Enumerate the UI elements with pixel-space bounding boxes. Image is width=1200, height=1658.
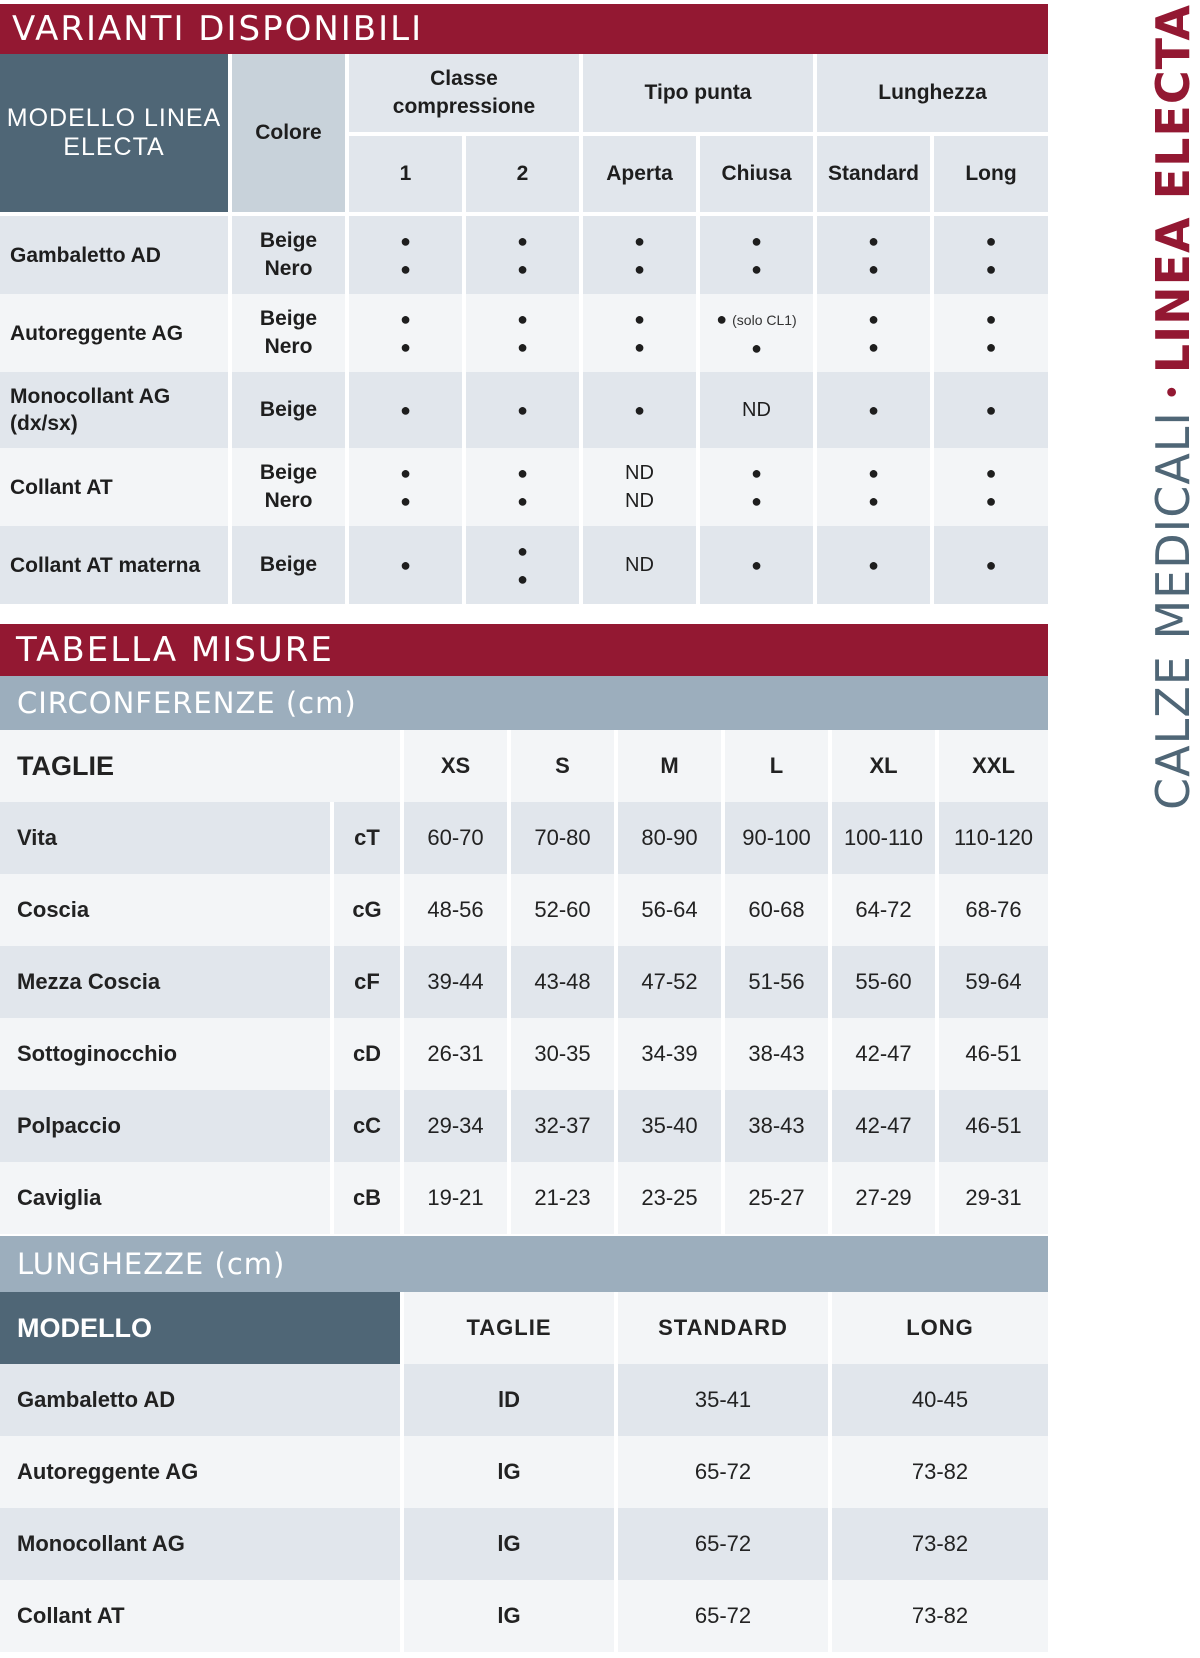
measure-value: 26-31 <box>404 1018 511 1090</box>
size-label: XL <box>832 730 939 802</box>
color-cell <box>232 372 349 448</box>
measure-value: 35-40 <box>618 1090 725 1162</box>
taglie-label: TAGLIE <box>0 730 404 802</box>
table-row <box>0 802 1048 874</box>
dot: ● <box>517 463 528 483</box>
measure-name: Caviglia <box>0 1162 334 1234</box>
dot: ● <box>751 337 762 358</box>
table-row <box>0 372 1048 448</box>
header-model: MODELLO LINEA ELECTA <box>0 54 232 216</box>
measure-value: 48-56 <box>404 874 511 946</box>
size-label: S <box>511 730 618 802</box>
table-row <box>0 1436 1048 1508</box>
header-long: LONG <box>832 1292 1048 1364</box>
measure-code: cF <box>334 946 404 1018</box>
table-row <box>0 874 1048 946</box>
availability-cell <box>583 372 700 448</box>
availability-cell <box>466 526 583 604</box>
subheader: Chiusa <box>700 136 817 216</box>
measure-name: Sottoginocchio <box>0 1018 334 1090</box>
availability-cell <box>583 526 700 604</box>
not-available: ND <box>742 399 771 421</box>
dot: ● <box>400 555 411 575</box>
measure-value: 52-60 <box>511 874 618 946</box>
color-value: Beige <box>259 229 318 252</box>
measure-value: 70-80 <box>511 802 618 874</box>
length-long: 73-82 <box>832 1436 1048 1508</box>
size-label: XS <box>404 730 511 802</box>
availability-cell <box>817 448 934 526</box>
model-name: Gambaletto AD <box>0 216 232 294</box>
measure-name: Coscia <box>0 874 334 946</box>
availability-cell <box>583 294 700 372</box>
size-header-row <box>0 730 1048 802</box>
dot: ● <box>634 337 645 357</box>
subheader: Aperta <box>583 136 700 216</box>
availability-cell <box>700 294 817 372</box>
dot: ● <box>517 337 528 357</box>
dot: ● <box>400 309 411 329</box>
model-name: Collant AT <box>0 448 232 526</box>
table-row <box>0 448 1048 526</box>
measure-value: 39-44 <box>404 946 511 1018</box>
dot: ● <box>868 231 879 251</box>
side-title-part2: LINEA ELECTA <box>1146 4 1200 374</box>
table-row <box>0 526 1048 604</box>
color-value: Beige <box>259 553 318 576</box>
dot: ● <box>868 491 879 511</box>
table-row <box>0 1508 1048 1580</box>
length-code: lG <box>404 1508 618 1580</box>
measure-value: 43-48 <box>511 946 618 1018</box>
header-modello: MODELLO <box>0 1292 404 1364</box>
subsection-title: CIRCONFERENZE (cm) <box>17 686 357 720</box>
availability-cell <box>817 372 934 448</box>
measure-code: cC <box>334 1090 404 1162</box>
availability-cell <box>466 448 583 526</box>
dot: ● <box>751 463 762 483</box>
misure-table <box>0 730 1048 1234</box>
color-cell <box>232 448 349 526</box>
color-cell <box>232 294 349 372</box>
dot: ● <box>517 569 528 589</box>
side-title <box>1146 4 1200 810</box>
length-long: 40-45 <box>832 1364 1048 1436</box>
measure-value: 32-37 <box>511 1090 618 1162</box>
lunghezze-header-row <box>0 1292 1048 1364</box>
measure-value: 21-23 <box>511 1162 618 1234</box>
lunghezze-table <box>0 1292 1048 1652</box>
measure-value: 47-52 <box>618 946 725 1018</box>
dot: ● <box>400 400 411 420</box>
measure-value: 30-35 <box>511 1018 618 1090</box>
dot: ● <box>517 231 528 251</box>
not-available: ND <box>625 554 654 576</box>
measure-value: 56-64 <box>618 874 725 946</box>
varianti-table <box>0 54 1048 604</box>
subsection-circonferenze <box>0 676 1048 730</box>
color-value: Nero <box>264 489 313 512</box>
measure-value: 80-90 <box>618 802 725 874</box>
availability-cell <box>466 372 583 448</box>
availability-cell <box>349 448 466 526</box>
length-standard: 65-72 <box>618 1436 832 1508</box>
dot: ● <box>985 259 997 279</box>
availability-cell <box>934 526 1048 604</box>
availability-cell <box>700 216 817 294</box>
dot: ● <box>751 231 762 251</box>
dot: ● <box>868 555 879 575</box>
dot: ● <box>868 259 879 279</box>
dot: ● <box>751 259 762 279</box>
color-value: Nero <box>264 257 313 280</box>
color-cell <box>232 526 349 604</box>
measure-value: 23-25 <box>618 1162 725 1234</box>
dot: ● <box>400 231 411 251</box>
color-value: Nero <box>264 335 313 358</box>
header-lunghezza: Lunghezza <box>817 54 1048 136</box>
table-row <box>0 946 1048 1018</box>
measure-value: 34-39 <box>618 1018 725 1090</box>
dot: ● <box>985 491 997 511</box>
measure-code: cT <box>334 802 404 874</box>
availability-cell <box>934 216 1048 294</box>
header-standard: STANDARD <box>618 1292 832 1364</box>
dot: ● <box>400 491 411 511</box>
subheader: 2 <box>466 136 583 216</box>
model-name: Monocollant AG <box>0 1508 404 1580</box>
dot: ● <box>868 400 879 420</box>
dot: ● <box>985 463 997 483</box>
length-long: 73-82 <box>832 1580 1048 1652</box>
measure-value: 100-110 <box>832 802 939 874</box>
color-cell <box>232 216 349 294</box>
measure-value: 27-29 <box>832 1162 939 1234</box>
measure-value: 42-47 <box>832 1090 939 1162</box>
color-value: Beige <box>259 398 318 421</box>
availability-cell <box>817 526 934 604</box>
measure-value: 38-43 <box>725 1018 832 1090</box>
side-title-part1: CALZE MEDICALI <box>1146 411 1200 810</box>
measure-value: 68-76 <box>939 874 1048 946</box>
dot: ● <box>985 309 997 329</box>
subsection-lunghezze <box>0 1236 1048 1292</box>
dot: ● <box>517 541 528 561</box>
table-row <box>0 216 1048 294</box>
dot: ● <box>400 259 411 279</box>
dot: ● <box>517 400 528 420</box>
header-colore: Colore <box>232 54 349 216</box>
availability-cell <box>583 448 700 526</box>
dot: ● <box>868 309 879 329</box>
measure-name: Mezza Coscia <box>0 946 334 1018</box>
measure-value: 90-100 <box>725 802 832 874</box>
not-available: ND <box>625 462 654 484</box>
measure-value: 46-51 <box>939 1090 1048 1162</box>
dot: ● <box>634 259 645 279</box>
availability-cell <box>349 294 466 372</box>
measure-value: 60-68 <box>725 874 832 946</box>
measure-value: 42-47 <box>832 1018 939 1090</box>
availability-cell <box>700 526 817 604</box>
dot: ● <box>400 463 411 483</box>
dot: ● <box>517 491 528 511</box>
color-value: Beige <box>259 307 318 330</box>
measure-value: 38-43 <box>725 1090 832 1162</box>
availability-cell <box>583 216 700 294</box>
measure-value: 110-120 <box>939 802 1048 874</box>
model-name: Monocollant AG (dx/sx) <box>0 372 232 448</box>
measure-value: 60-70 <box>404 802 511 874</box>
dot: ● <box>634 309 645 329</box>
header-taglie: TAGLIE <box>404 1292 618 1364</box>
subheader: 1 <box>349 136 466 216</box>
length-standard: 65-72 <box>618 1580 832 1652</box>
dot: ● <box>634 400 645 420</box>
dot: ● <box>985 555 997 575</box>
measure-value: 29-34 <box>404 1090 511 1162</box>
color-value: Beige <box>259 461 318 484</box>
availability-cell <box>934 448 1048 526</box>
dot: ● <box>751 491 762 511</box>
availability-cell <box>817 216 934 294</box>
header-tipo-punta: Tipo punta <box>583 54 817 136</box>
availability-cell <box>466 294 583 372</box>
dot: ● <box>400 337 411 357</box>
dot-with-note: ● (solo CL1) <box>716 308 797 329</box>
length-standard: 35-41 <box>618 1364 832 1436</box>
measure-code: cB <box>334 1162 404 1234</box>
table-row <box>0 1162 1048 1234</box>
not-available: ND <box>625 490 654 512</box>
dot: ● <box>868 463 879 483</box>
size-label: XXL <box>939 730 1048 802</box>
measure-value: 51-56 <box>725 946 832 1018</box>
length-standard: 65-72 <box>618 1508 832 1580</box>
measure-code: cG <box>334 874 404 946</box>
availability-cell <box>700 448 817 526</box>
note-solo-cl1: (solo CL1) <box>732 311 797 328</box>
size-label: L <box>725 730 832 802</box>
table-row <box>0 1090 1048 1162</box>
length-long: 73-82 <box>832 1508 1048 1580</box>
model-name: Collant AT materna <box>0 526 232 604</box>
model-name: Autoreggente AG <box>0 294 232 372</box>
section-banner-misure <box>0 624 1048 676</box>
measure-value: 19-21 <box>404 1162 511 1234</box>
section-banner-varianti <box>0 4 1048 54</box>
availability-cell <box>934 372 1048 448</box>
model-name: Gambaletto AD <box>0 1364 404 1436</box>
side-title-separator: • <box>1155 383 1191 401</box>
dot: ● <box>517 259 528 279</box>
subheader: Standard <box>817 136 934 216</box>
length-code: lG <box>404 1580 618 1652</box>
dot: ● <box>517 309 528 329</box>
measure-value: 55-60 <box>832 946 939 1018</box>
measure-value: 59-64 <box>939 946 1048 1018</box>
availability-cell <box>349 216 466 294</box>
dot: ● <box>751 555 762 575</box>
size-label: M <box>618 730 725 802</box>
dot: ● <box>985 400 997 420</box>
subsection-title: LUNGHEZZE (cm) <box>17 1247 286 1281</box>
availability-cell <box>700 372 817 448</box>
model-name: Collant AT <box>0 1580 404 1652</box>
availability-cell <box>817 294 934 372</box>
table-row <box>0 1364 1048 1436</box>
measure-code: cD <box>334 1018 404 1090</box>
table-row <box>0 1018 1048 1090</box>
measure-name: Polpaccio <box>0 1090 334 1162</box>
dot: ● <box>634 231 645 251</box>
dot: ● <box>868 337 879 357</box>
header-classe: Classe compressione <box>349 54 583 136</box>
model-name: Autoreggente AG <box>0 1436 404 1508</box>
availability-cell <box>934 294 1048 372</box>
availability-cell <box>466 216 583 294</box>
subheader: Long <box>934 136 1048 216</box>
length-code: lG <box>404 1436 618 1508</box>
measure-value: 25-27 <box>725 1162 832 1234</box>
dot: ● <box>985 231 997 251</box>
section-title: VARIANTI DISPONIBILI <box>12 9 424 49</box>
availability-cell <box>349 372 466 448</box>
measure-value: 64-72 <box>832 874 939 946</box>
table-row <box>0 294 1048 372</box>
dot: ● <box>985 337 997 357</box>
measure-value: 29-31 <box>939 1162 1048 1234</box>
length-code: lD <box>404 1364 618 1436</box>
table-row <box>0 1580 1048 1652</box>
section-title: TABELLA MISURE <box>16 630 334 670</box>
measure-name: Vita <box>0 802 334 874</box>
availability-cell <box>349 526 466 604</box>
measure-value: 46-51 <box>939 1018 1048 1090</box>
